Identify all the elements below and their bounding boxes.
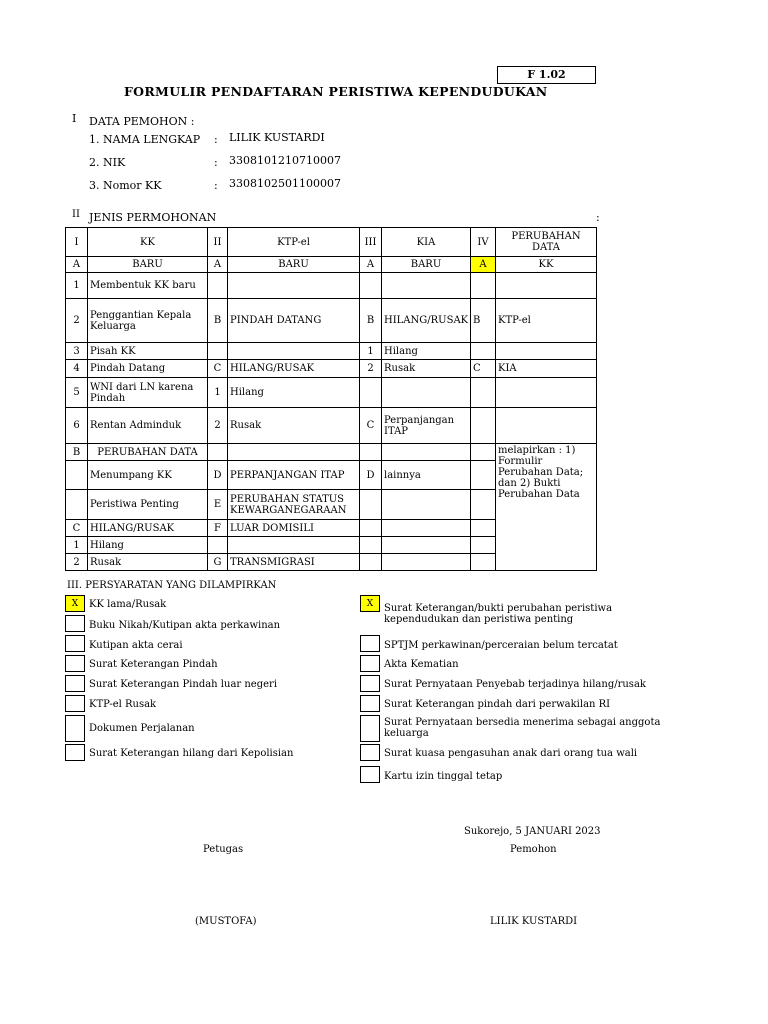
form-code: F 1.02	[497, 66, 596, 84]
req-label: KK lama/Rusak	[89, 599, 167, 610]
place-date: Sukorejo, 5 JANUARI 2023	[464, 826, 601, 837]
section3-label: III. PERSYARATAN YANG DILAMPIRKAN	[67, 580, 277, 591]
head-cell: III	[360, 228, 382, 257]
section2-label: JENIS PERMOHONAN	[89, 211, 217, 224]
table-cell: Menumpang KK	[88, 461, 208, 490]
table-cell: Membentuk KK baru	[88, 273, 208, 299]
table-cell	[382, 444, 471, 461]
table-cell	[360, 554, 382, 571]
table-row	[66, 444, 597, 461]
nik-label: 2. NIK	[89, 156, 126, 169]
table-cell	[382, 520, 471, 537]
table-row	[66, 273, 597, 299]
table-cell: 5	[66, 378, 88, 408]
table-cell: Penggantian Kepala Keluarga	[88, 299, 208, 343]
note-cell: melapirkan : 1) Formulir Perubahan Data; dan 2) Bukti Perubahan Data	[496, 444, 597, 571]
table-cell	[208, 343, 228, 360]
table-cell: E	[208, 490, 228, 520]
table-cell: PERPANJANGAN ITAP	[228, 461, 360, 490]
table-cell: Rentan Adminduk	[88, 408, 208, 444]
applicant-label: Pemohon	[510, 844, 557, 855]
checkbox-buku-nikah[interactable]	[65, 615, 85, 632]
table-cell: C	[208, 360, 228, 378]
req-label: Surat Keterangan Pindah luar negeri	[89, 679, 278, 690]
head-cell: PERUBAHAN DATA	[496, 228, 597, 257]
table-row	[66, 299, 597, 343]
table-cell: 2	[208, 408, 228, 444]
table-cell	[382, 537, 471, 554]
sub-cell: BARU	[88, 257, 208, 273]
table-cell	[208, 537, 228, 554]
table-cell: 2	[66, 554, 88, 571]
table-cell: Peristiwa Penting	[88, 490, 208, 520]
head-cell: IV	[471, 228, 496, 257]
table-cell: KTP-el	[496, 299, 597, 343]
table-cell	[471, 343, 496, 360]
table-cell: Rusak	[382, 360, 471, 378]
table-cell: B	[208, 299, 228, 343]
table-cell: 1	[360, 343, 382, 360]
head-cell: KTP-el	[228, 228, 360, 257]
table-cell: Hilang	[88, 537, 208, 554]
head-cell: KIA	[382, 228, 471, 257]
officer-name: (MUSTOFA)	[195, 916, 257, 927]
table-cell	[471, 520, 496, 537]
table-cell: C	[360, 408, 382, 444]
table-cell: Perpanjangan ITAP	[382, 408, 471, 444]
table-cell	[228, 273, 360, 299]
table-row	[66, 378, 597, 408]
kk-value: 3308102501100007	[229, 177, 341, 190]
table-header-row	[66, 228, 597, 257]
table-cell: LUAR DOMISILI	[228, 520, 360, 537]
sub-cell: A	[360, 257, 382, 273]
table-cell: D	[208, 461, 228, 490]
name-colon: :	[214, 133, 218, 146]
table-cell	[496, 378, 597, 408]
req-label: Dokumen Perjalanan	[89, 723, 195, 734]
table-cell	[382, 378, 471, 408]
table-cell	[66, 461, 88, 490]
table-cell: 1	[66, 537, 88, 554]
table-cell	[360, 444, 382, 461]
table-cell: F	[208, 520, 228, 537]
table-cell: 1	[66, 273, 88, 299]
req-label: Surat Pernyataan Penyebab terjadinya hilang/rusak	[384, 679, 646, 690]
table-cell: C	[66, 520, 88, 537]
table-cell	[360, 537, 382, 554]
head-cell: KK	[88, 228, 208, 257]
checkbox-kk-lama[interactable]: X	[65, 595, 85, 612]
table-cell: Rusak	[228, 408, 360, 444]
sub-cell: BARU	[228, 257, 360, 273]
section2-number: II	[72, 209, 80, 220]
table-cell: Pisah KK	[88, 343, 208, 360]
table-cell	[496, 408, 597, 444]
table-cell: 2	[66, 299, 88, 343]
table-cell: PINDAH DATANG	[228, 299, 360, 343]
table-cell	[382, 490, 471, 520]
checkbox-pernyataan-hilang[interactable]	[360, 675, 380, 692]
table-cell	[228, 343, 360, 360]
table-cell: C	[471, 360, 496, 378]
req-label: KTP-el Rusak	[89, 699, 157, 710]
table-cell: G	[208, 554, 228, 571]
checkbox-sk-hilang[interactable]	[65, 744, 85, 761]
table-cell	[228, 537, 360, 554]
checkbox-sptjm[interactable]	[360, 635, 380, 652]
table-cell	[360, 273, 382, 299]
checkbox-akta-kematian[interactable]	[360, 655, 380, 672]
table-row	[66, 360, 597, 378]
table-cell: B	[360, 299, 382, 343]
table-cell: HILANG/RUSAK	[88, 520, 208, 537]
table-cell	[208, 444, 228, 461]
table-cell	[471, 461, 496, 490]
table-cell: Hilang	[382, 343, 471, 360]
table-cell	[471, 554, 496, 571]
checkbox-anggota-keluarga[interactable]	[360, 715, 380, 742]
table-cell: 6	[66, 408, 88, 444]
table-cell	[471, 490, 496, 520]
checkbox-kuasa-pengasuhan[interactable]	[360, 744, 380, 761]
table-cell: B	[66, 444, 88, 461]
table-cell	[66, 490, 88, 520]
form-title: FORMULIR PENDAFTARAN PERISTIWA KEPENDUDUKAN	[124, 84, 548, 99]
table-cell	[471, 444, 496, 461]
table-cell	[382, 554, 471, 571]
name-label: 1. NAMA LENGKAP	[89, 133, 201, 146]
table-row	[66, 343, 597, 360]
table-cell	[496, 273, 597, 299]
head-cell: II	[208, 228, 228, 257]
req-label: Surat Keterangan Pindah	[89, 659, 218, 670]
table-cell: Rusak	[88, 554, 208, 571]
table-cell: 2	[360, 360, 382, 378]
sub-cell: KK	[496, 257, 597, 273]
table-cell	[228, 444, 360, 461]
table-cell	[471, 408, 496, 444]
req-label: Surat Keterangan pindah dari perwakilan RI	[384, 699, 611, 710]
table-cell	[471, 378, 496, 408]
req-label: Surat Pernyataan bersedia menerima sebagai anggota keluarga	[384, 717, 661, 739]
table-cell: 3	[66, 343, 88, 360]
table-cell: PERUBAHAN DATA	[88, 444, 208, 461]
section1-label: DATA PEMOHON :	[89, 115, 195, 128]
req-label: Surat kuasa pengasuhan anak dari orang tua wali	[384, 748, 638, 759]
table-cell: TRANSMIGRASI	[228, 554, 360, 571]
table-row	[66, 408, 597, 444]
table-cell: WNI dari LN karena Pindah	[88, 378, 208, 408]
checkbox-pindah-perwakilan[interactable]	[360, 695, 380, 712]
name-value: LILIK KUSTARDI	[229, 131, 325, 144]
nik-value: 3308101210710007	[229, 154, 341, 167]
kk-label: 3. Nomor KK	[89, 179, 162, 192]
table-cell: 1	[208, 378, 228, 408]
head-cell: I	[66, 228, 88, 257]
sub-cell: A	[66, 257, 88, 273]
checkbox-ktp-rusak[interactable]	[65, 695, 85, 712]
sub-cell: A	[208, 257, 228, 273]
table-cell	[360, 520, 382, 537]
req-label: Surat Keterangan/bukti perubahan peristiwa kependudukan dan peristiwa penting	[384, 603, 613, 625]
req-label: Surat Keterangan hilang dari Kepolisian	[89, 748, 294, 759]
table-cell: B	[471, 299, 496, 343]
checkbox-sk-pindah-ln[interactable]	[65, 675, 85, 692]
table-cell	[360, 378, 382, 408]
table-cell: KIA	[496, 360, 597, 378]
checkbox-sk-pindah[interactable]	[65, 655, 85, 672]
table-cell: 4	[66, 360, 88, 378]
table-cell: HILANG/RUSAK	[382, 299, 471, 343]
table-cell	[208, 273, 228, 299]
table-cell	[360, 490, 382, 520]
table-cell	[496, 343, 597, 360]
table-cell	[471, 537, 496, 554]
table-cell	[382, 273, 471, 299]
officer-label: Petugas	[203, 844, 244, 855]
table-cell: PERUBAHAN STATUS KEWARGANEGARAAN	[228, 490, 360, 520]
req-label: Akta Kematian	[384, 659, 459, 670]
section2-colon: :	[596, 211, 600, 224]
table-cell: HILANG/RUSAK	[228, 360, 360, 378]
table-cell: D	[360, 461, 382, 490]
req-label: Buku Nikah/Kutipan akta perkawinan	[89, 620, 281, 631]
checkbox-dokumen-perjalanan[interactable]	[65, 715, 85, 742]
nik-colon: :	[214, 156, 218, 169]
checkbox-kitap[interactable]	[360, 766, 380, 783]
sub-cell: BARU	[382, 257, 471, 273]
table-subheader-row	[66, 257, 597, 273]
checkbox-akta-cerai[interactable]	[65, 635, 85, 652]
application-type-table	[65, 227, 597, 571]
table-cell: Pindah Datang	[88, 360, 208, 378]
table-cell: Hilang	[228, 378, 360, 408]
req-label: Kartu izin tinggal tetap	[384, 771, 503, 782]
applicant-name: LILIK KUSTARDI	[490, 916, 578, 927]
checkbox-bukti-perubahan[interactable]: X	[360, 595, 380, 612]
table-cell: lainnya	[382, 461, 471, 490]
req-label: SPTJM perkawinan/perceraian belum tercatat	[384, 640, 618, 651]
sub-cell-highlighted: A	[471, 257, 496, 273]
table-cell	[471, 273, 496, 299]
section1-number: I	[72, 112, 77, 125]
req-label: Kutipan akta cerai	[89, 640, 183, 651]
kk-colon: :	[214, 179, 218, 192]
